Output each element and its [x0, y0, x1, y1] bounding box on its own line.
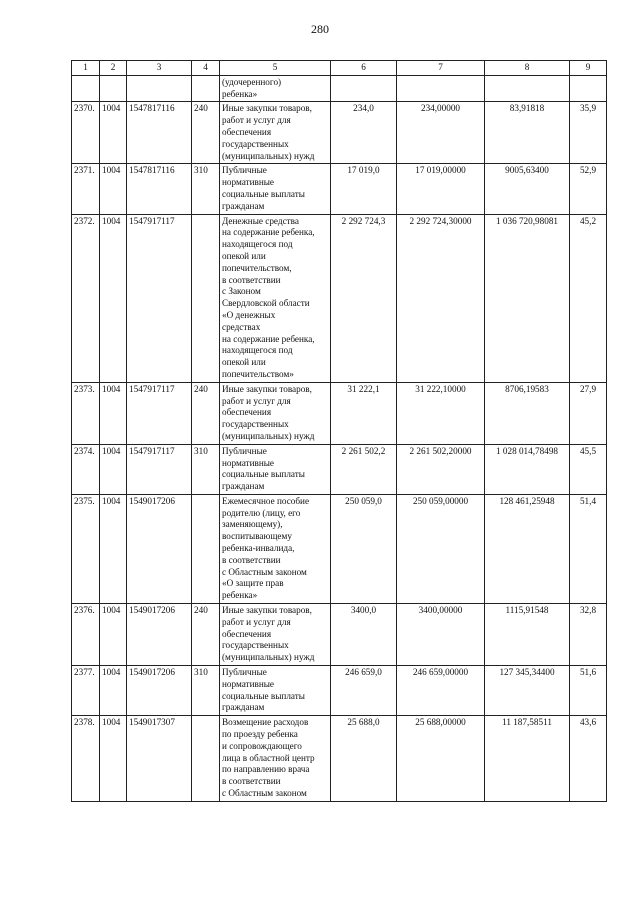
table-row	[72, 494, 607, 603]
expense-type-code: 310	[192, 164, 220, 214]
section-code: 1004	[100, 382, 127, 444]
plan-amount: 2 261 502,2	[331, 444, 397, 494]
plan-amount: 17 019,0	[331, 164, 397, 214]
expense-type-code: 310	[192, 444, 220, 494]
execution-percent: 43,6	[570, 716, 607, 802]
row-number: 2374.	[72, 444, 100, 494]
section-code: 1004	[100, 102, 127, 164]
section-code: 1004	[100, 494, 127, 603]
row-number: 2377.	[72, 666, 100, 716]
executed-amount: 1 036 720,98081	[485, 214, 570, 382]
section-code: 1004	[100, 716, 127, 802]
row-number: 2378.	[72, 716, 100, 802]
column-header: 8	[485, 61, 570, 76]
column-header: 4	[192, 61, 220, 76]
table-row	[72, 102, 607, 164]
expense-type-code	[192, 494, 220, 603]
executed-amount: 83,91818	[485, 102, 570, 164]
executed-amount: 8706,19583	[485, 382, 570, 444]
plan-amount: 234,0	[331, 102, 397, 164]
approved-amount: 2 261 502,20000	[397, 444, 485, 494]
page-number: 280	[311, 22, 329, 36]
execution-percent: 52,9	[570, 164, 607, 214]
expense-name: Публичные нормативные социальные выплаты гражданам	[220, 164, 331, 214]
row-number: 2376.	[72, 604, 100, 666]
execution-percent: 45,5	[570, 444, 607, 494]
expense-type-code: 240	[192, 382, 220, 444]
expense-type-code	[192, 716, 220, 802]
expense-name: Иные закупки товаров, работ и услуг для обеспечения государственных (муниципальных) нужд	[220, 604, 331, 666]
expense-type-code: 240	[192, 102, 220, 164]
target-code: 1549017307	[127, 716, 192, 802]
approved-amount: 25 688,00000	[397, 716, 485, 802]
executed-amount: 128 461,25948	[485, 494, 570, 603]
table-row	[72, 164, 607, 214]
expense-type-code	[192, 214, 220, 382]
column-header: 3	[127, 61, 192, 76]
execution-percent: 51,4	[570, 494, 607, 603]
target-code: 1547817116	[127, 102, 192, 164]
continuation-row	[72, 75, 607, 102]
execution-percent: 35,9	[570, 102, 607, 164]
executed-amount: 1 028 014,78498	[485, 444, 570, 494]
approved-amount: 2 292 724,30000	[397, 214, 485, 382]
executed-amount: 9005,63400	[485, 164, 570, 214]
plan-amount: 31 222,1	[331, 382, 397, 444]
column-header: 7	[397, 61, 485, 76]
row-number: 2372.	[72, 214, 100, 382]
execution-percent: 51,6	[570, 666, 607, 716]
expense-name: Иные закупки товаров, работ и услуг для обеспечения государственных (муниципальных) нужд	[220, 102, 331, 164]
approved-amount: 17 019,00000	[397, 164, 485, 214]
column-header: 1	[72, 61, 100, 76]
executed-amount: 11 187,58511	[485, 716, 570, 802]
target-code: 1547817116	[127, 164, 192, 214]
target-code: 1549017206	[127, 666, 192, 716]
section-code: 1004	[100, 444, 127, 494]
column-header: 9	[570, 61, 607, 76]
table-row	[72, 604, 607, 666]
target-code: 1549017206	[127, 604, 192, 666]
approved-amount: 234,00000	[397, 102, 485, 164]
plan-amount: 3400,0	[331, 604, 397, 666]
expense-name: Ежемесячное пособие родителю (лицу, его заменяющему), воспитывающему ребенка-инвалида, в соответствии с Областным законом «О защите прав ребенка»	[220, 494, 331, 603]
column-header: 2	[100, 61, 127, 76]
continuation-text: (удочеренного) ребенка»	[220, 75, 331, 102]
plan-amount: 2 292 724,3	[331, 214, 397, 382]
execution-percent: 32,8	[570, 604, 607, 666]
expense-name: Возмещение расходов по проезду ребенка и сопровождающего лица в областной центр по направлению врача в соответствии с Областным законом	[220, 716, 331, 802]
expense-name: Публичные нормативные социальные выплаты гражданам	[220, 666, 331, 716]
executed-amount: 127 345,34400	[485, 666, 570, 716]
section-code: 1004	[100, 214, 127, 382]
target-code: 1547917117	[127, 444, 192, 494]
section-code: 1004	[100, 604, 127, 666]
table-row	[72, 444, 607, 494]
approved-amount: 31 222,10000	[397, 382, 485, 444]
table-row	[72, 382, 607, 444]
expense-name: Денежные средства на содержание ребенка, находящегося под опекой или попечительством, в соответствии с Законом Свердловской области «О денежных средствах на содержание ребенка, находящегося под опекой или попечительством»	[220, 214, 331, 382]
table-body	[72, 61, 607, 802]
section-code: 1004	[100, 666, 127, 716]
column-header: 5	[220, 61, 331, 76]
plan-amount: 25 688,0	[331, 716, 397, 802]
approved-amount: 3400,00000	[397, 604, 485, 666]
execution-percent: 45,2	[570, 214, 607, 382]
executed-amount: 1115,91548	[485, 604, 570, 666]
row-number: 2373.	[72, 382, 100, 444]
plan-amount: 246 659,0	[331, 666, 397, 716]
table-row	[72, 666, 607, 716]
target-code: 1549017206	[127, 494, 192, 603]
row-number: 2371.	[72, 164, 100, 214]
approved-amount: 250 059,00000	[397, 494, 485, 603]
table-row	[72, 214, 607, 382]
column-header: 6	[331, 61, 397, 76]
expense-type-code: 310	[192, 666, 220, 716]
execution-percent: 27,9	[570, 382, 607, 444]
expense-name: Публичные нормативные социальные выплаты гражданам	[220, 444, 331, 494]
approved-amount: 246 659,00000	[397, 666, 485, 716]
budget-table	[71, 60, 607, 802]
row-number: 2375.	[72, 494, 100, 603]
column-header-row	[72, 61, 607, 76]
target-code: 1547917117	[127, 382, 192, 444]
target-code: 1547917117	[127, 214, 192, 382]
table-row	[72, 716, 607, 802]
section-code: 1004	[100, 164, 127, 214]
plan-amount: 250 059,0	[331, 494, 397, 603]
row-number: 2370.	[72, 102, 100, 164]
expense-name: Иные закупки товаров, работ и услуг для обеспечения государственных (муниципальных) нужд	[220, 382, 331, 444]
expense-type-code: 240	[192, 604, 220, 666]
